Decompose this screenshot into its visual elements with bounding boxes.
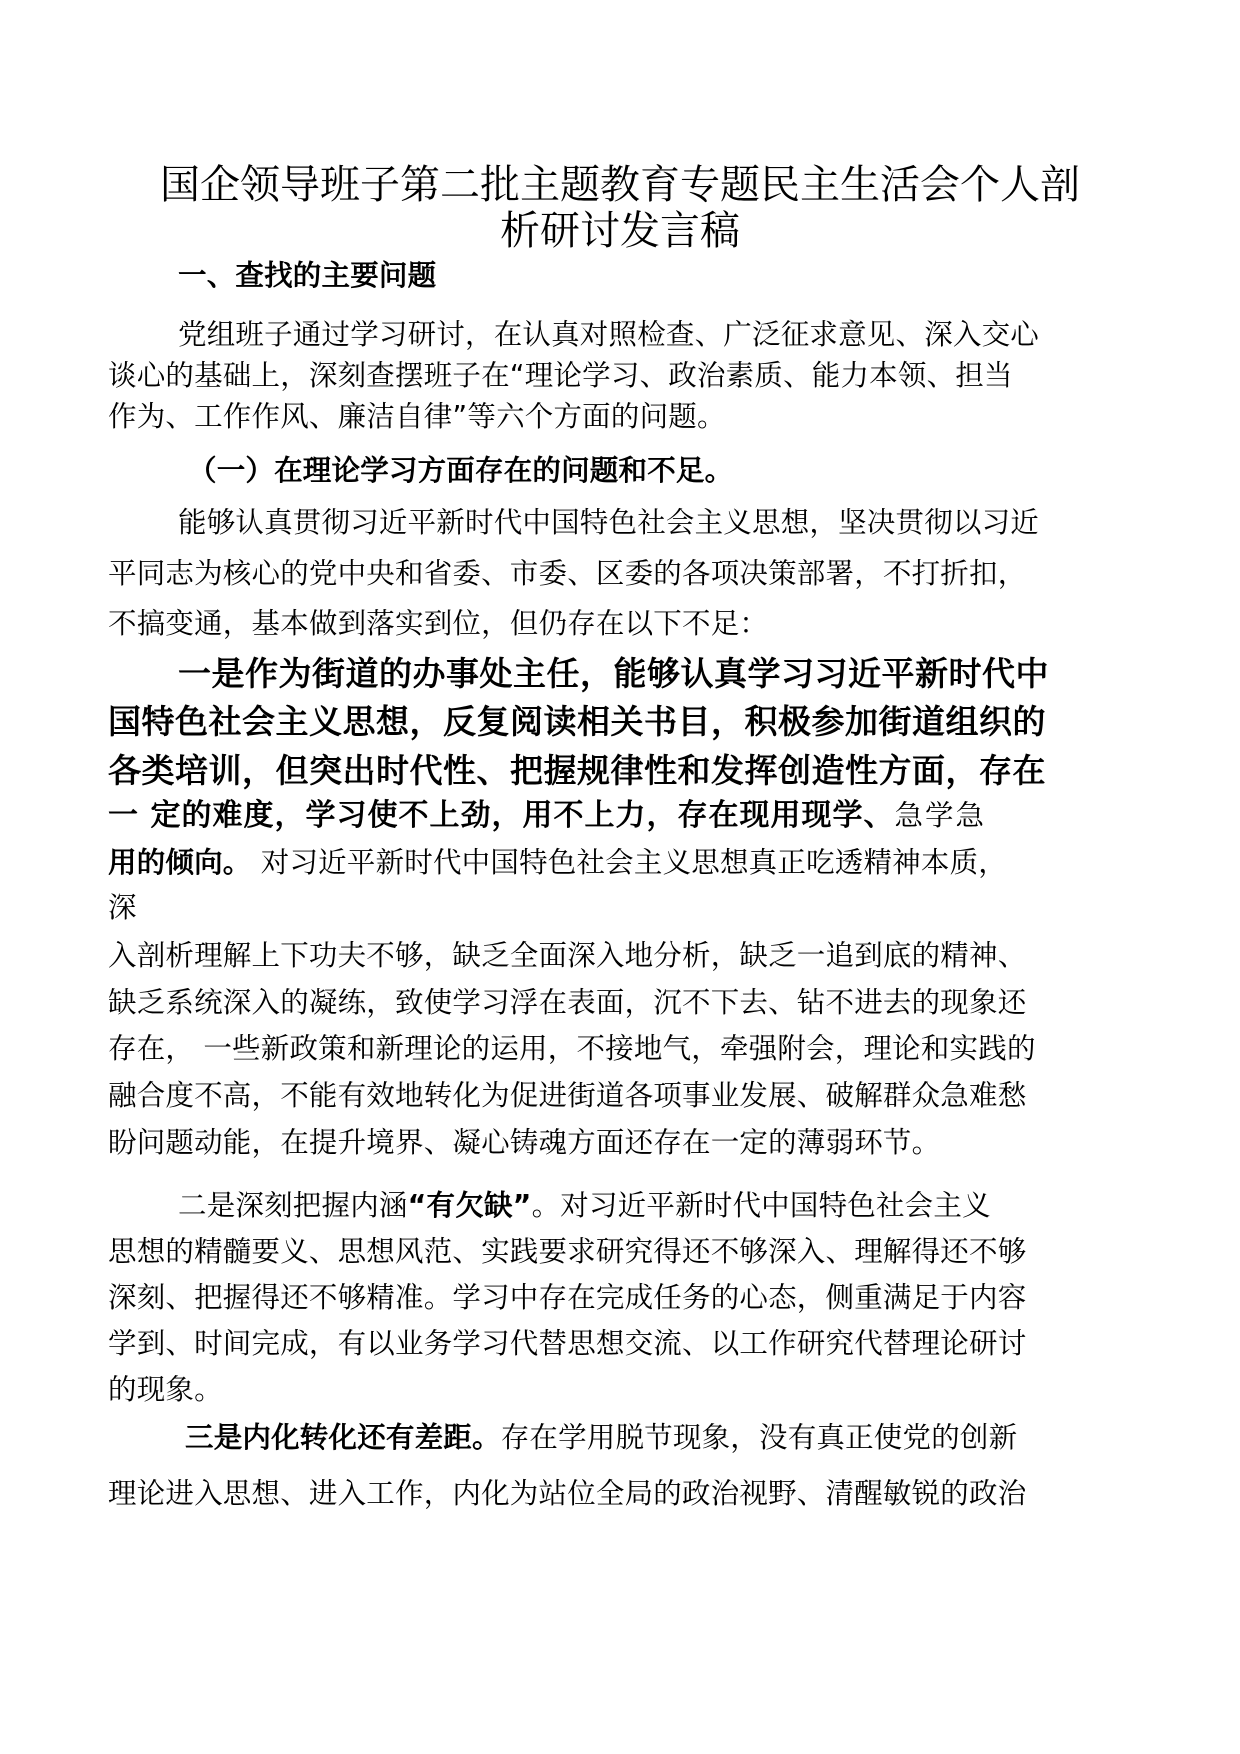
- point1-bold-line-4: 一 定的难度，学习使不上劲，用不上力，存在现用现学、: [108, 798, 895, 833]
- point2-line-1: [178, 1188, 991, 1224]
- point1-rest-3: 入剖析理解上下功夫不够，缺乏全面深入地分析，缺乏一追到底的精神、: [108, 939, 1027, 972]
- point1-line-5: [108, 845, 1007, 881]
- point3-text-1: 存在学用脱节现象，没有真正使党的创新: [500, 1421, 1018, 1454]
- point1-rest-6: 融合度不高，不能有效地转化为促进街道各项事业发展、破解群众急难愁: [108, 1079, 1027, 1112]
- intro-line-2: 谈心的基础上，深刻查摆班子在“理论学习、政治素质、能力本领、担当: [108, 359, 1013, 392]
- point3-line-2: 理论进入思想、进入工作，内化为站位全局的政治视野、清醒敏锐的政治: [108, 1477, 1027, 1510]
- point2-line-4: 学到、时间完成，有以业务学习代替思想交流、以工作研究代替理论研讨: [108, 1327, 1027, 1360]
- point1-rest-7: 盼问题动能，在提升境界、凝心铸魂方面还存在一定的薄弱环节。: [108, 1126, 941, 1159]
- point1-rest-4: 缺乏系统深入的凝练，致使学习浮在表面，沉不下去、钻不进去的现象还: [108, 986, 1027, 1019]
- point1-bold-line-2: 国特色社会主义思想，反复阅读相关书目，积极参加街道组织的: [108, 702, 1046, 741]
- point2-line-3: 深刻、把握得还不够精准。学习中存在完成任务的心态，侧重满足于内容: [108, 1281, 1027, 1314]
- point2-lead: 二是深刻把握内涵: [178, 1189, 408, 1222]
- point1-rest-1: 对习近平新时代中国特色社会主义思想真正吃透精神本质，: [251, 846, 1007, 879]
- point1-bold-line-1: 一是作为街道的办事处主任，能够认真学习习近平新时代中: [178, 654, 1049, 693]
- point1-line-4: [108, 798, 986, 834]
- point2-text-1: 。对习近平新时代中国特色社会主义: [531, 1189, 991, 1222]
- subsection-heading: （一）在理论学习方面存在的问题和不足。: [188, 454, 734, 487]
- document-title-line-2: 析研讨发言稿: [500, 208, 740, 254]
- point1-tail: 急学急: [894, 799, 986, 832]
- intro-line-3: 作为、工作作风、廉洁自律”等六个方面的问题。: [108, 400, 726, 433]
- point2-line-2: 思想的精髓要义、思想风范、实践要求研究得还不够深入、理解得还不够: [108, 1235, 1027, 1268]
- intro-line-1: 党组班子通过学习研讨，在认真对照检查、广泛征求意见、深入交心: [178, 318, 1040, 351]
- sub1-line-3: 不搞变通，基本做到落实到位，但仍存在以下不足：: [108, 607, 769, 640]
- point1-rest-2: 深: [108, 891, 137, 924]
- point3-line-1: [185, 1420, 1017, 1456]
- point1-bold-end: 用的倾向。: [108, 846, 252, 879]
- sub1-line-1: 能够认真贯彻习近平新时代中国特色社会主义思想，坚决贯彻以习近: [178, 506, 1040, 539]
- section-heading: 一、查找的主要问题: [178, 259, 437, 292]
- point3-bold: 三是内化转化还有差距。: [185, 1421, 501, 1454]
- point2-line-5: 的现象。: [108, 1373, 223, 1406]
- point1-rest-5: 存在， 一些新政策和新理论的运用，不接地气，牵强附会，理论和实践的: [108, 1032, 1036, 1065]
- sub1-line-2: 平同志为核心的党中央和省委、市委、区委的各项决策部署，不打折扣，: [108, 557, 1027, 590]
- point1-bold-line-3: 各类培训，但突出时代性、把握规律性和发挥创造性方面，存在: [108, 751, 1046, 790]
- point2-quote: “有欠缺”: [407, 1189, 532, 1222]
- document-title-line-1: 国企领导班子第二批主题教育专题民主生活会个人剖: [160, 162, 1080, 208]
